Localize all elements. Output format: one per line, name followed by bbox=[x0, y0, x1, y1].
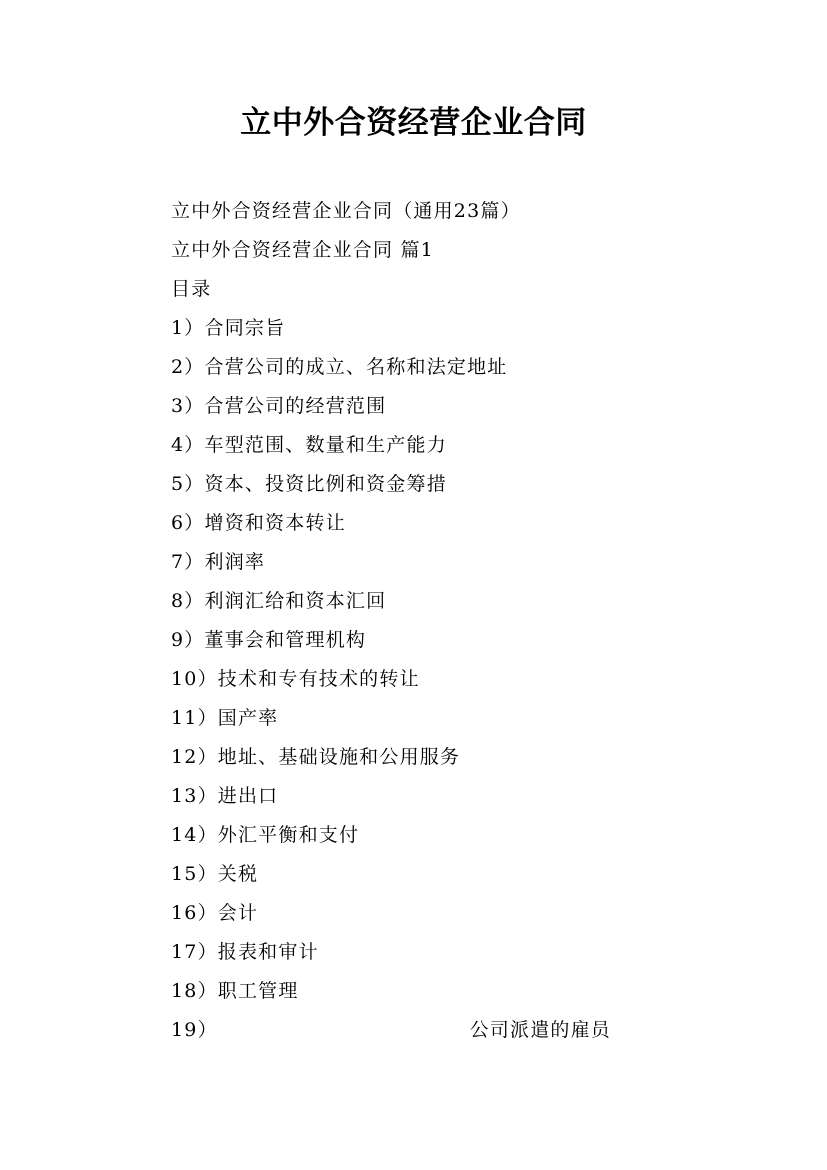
toc-item bbox=[171, 777, 641, 816]
toc-item-text: 利润汇给和资本汇回 bbox=[204, 590, 387, 612]
toc-item bbox=[171, 504, 641, 543]
toc-item bbox=[171, 582, 641, 621]
toc-item-number: 12） bbox=[171, 746, 218, 768]
toc-item bbox=[171, 465, 641, 504]
toc-item bbox=[171, 855, 641, 894]
toc-item bbox=[171, 543, 641, 582]
toc-item-number: 9） bbox=[171, 629, 205, 651]
toc-item-text: 进出口 bbox=[217, 785, 279, 807]
toc-item-number: 3） bbox=[171, 395, 205, 417]
toc-item-number: 13） bbox=[171, 785, 218, 807]
toc-item bbox=[171, 1011, 641, 1050]
toc-item-text: 车型范围、数量和生产能力 bbox=[204, 434, 447, 456]
toc-item bbox=[171, 387, 641, 426]
toc-item-number: 11） bbox=[171, 707, 218, 729]
toc-item bbox=[171, 426, 641, 465]
toc-item bbox=[171, 816, 641, 855]
toc-item bbox=[171, 309, 641, 348]
toc-item bbox=[171, 738, 641, 777]
toc-item-text: 资本、投资比例和资金筹措 bbox=[204, 473, 447, 495]
toc-item-text: 外汇平衡和支付 bbox=[217, 824, 360, 846]
toc-item-text: 关税 bbox=[217, 863, 259, 885]
toc-item-number: 16） bbox=[171, 902, 218, 924]
table-of-contents bbox=[171, 309, 641, 1050]
toc-item-number: 6） bbox=[171, 512, 205, 534]
document-body bbox=[171, 192, 641, 1050]
toc-item-text: 报表和审计 bbox=[217, 941, 319, 963]
toc-item bbox=[171, 933, 641, 972]
toc-item-number: 4） bbox=[171, 434, 205, 456]
section-title: 立中外合资经营企业合同 篇1 bbox=[171, 239, 434, 261]
toc-item-text: 公司派遣的雇员 bbox=[469, 1019, 611, 1041]
toc-item bbox=[171, 972, 641, 1011]
toc-item-text: 董事会和管理机构 bbox=[204, 629, 367, 651]
toc-item-number: 5） bbox=[171, 473, 205, 495]
document-subtitle: 立中外合资经营企业合同（通用23篇） bbox=[171, 200, 521, 222]
toc-item-number: 19） bbox=[171, 1019, 218, 1041]
toc-item-text: 技术和专有技术的转让 bbox=[217, 668, 420, 690]
toc-item-number: 10） bbox=[171, 668, 218, 690]
toc-item-number: 15） bbox=[171, 863, 218, 885]
toc-item-text: 利润率 bbox=[204, 551, 266, 573]
toc-item bbox=[171, 621, 641, 660]
toc-item-text: 合同宗旨 bbox=[204, 317, 286, 339]
toc-item-number: 8） bbox=[171, 590, 205, 612]
toc-item-text: 合营公司的成立、名称和法定地址 bbox=[204, 356, 508, 378]
toc-item-text: 会计 bbox=[217, 902, 259, 924]
toc-item bbox=[171, 348, 641, 387]
toc-item-text: 地址、基础设施和公用服务 bbox=[217, 746, 461, 768]
toc-item-number: 17） bbox=[171, 941, 218, 963]
toc-item-text: 国产率 bbox=[217, 707, 279, 729]
toc-item-number: 18） bbox=[171, 980, 218, 1002]
toc-item bbox=[171, 894, 641, 933]
toc-item-text: 合营公司的经营范围 bbox=[204, 395, 387, 417]
page-title: 立中外合资经营企业合同 bbox=[240, 105, 587, 141]
toc-item-number: 14） bbox=[171, 824, 218, 846]
toc-item-text: 职工管理 bbox=[217, 980, 299, 1002]
toc-item-text: 增资和资本转让 bbox=[204, 512, 346, 534]
toc-item-number: 7） bbox=[171, 551, 205, 573]
toc-heading: 目录 bbox=[171, 278, 212, 300]
toc-item-number: 1） bbox=[171, 317, 205, 339]
toc-item bbox=[171, 660, 641, 699]
toc-item bbox=[171, 699, 641, 738]
toc-item-number: 2） bbox=[171, 356, 205, 378]
